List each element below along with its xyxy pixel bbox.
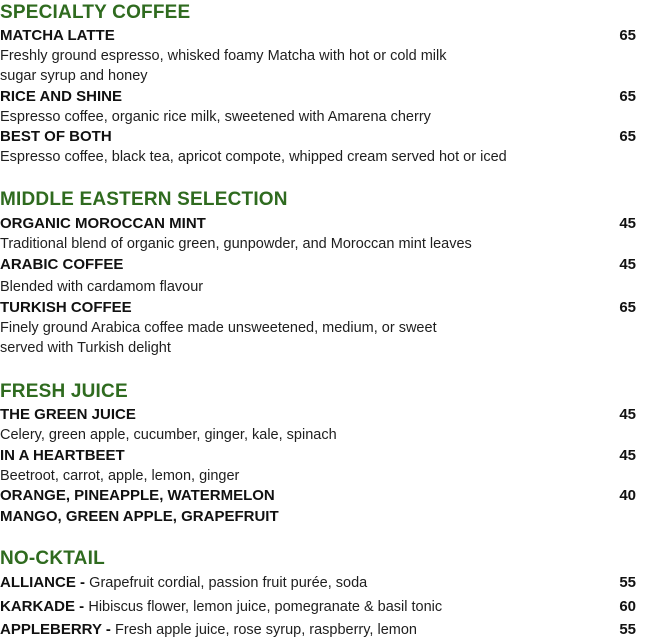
item-price-rice-and-shine: 65 bbox=[619, 88, 636, 105]
item-name-arabic-coffee: ARABIC COFFEE bbox=[0, 256, 124, 273]
section-title-middle-eastern: MIDDLE EASTERN SELECTION bbox=[0, 189, 288, 210]
item-name-appleberry: APPLEBERRY - bbox=[0, 621, 116, 638]
item-name-rice-and-shine: RICE AND SHINE bbox=[0, 88, 122, 105]
item-price-karkade: 60 bbox=[619, 598, 636, 615]
item-desc-turkish-coffee-line1: Finely ground Arabica coffee made unsweetened, medium, or sweet bbox=[0, 320, 437, 336]
item-name-turkish-coffee: TURKISH COFFEE bbox=[0, 299, 132, 316]
item-name-in-a-heartbeet: IN A HEARTBEET bbox=[0, 447, 125, 464]
item-desc-organic-moroccan-mint: Traditional blend of organic green, gunpowder, and Moroccan mint leaves bbox=[0, 236, 472, 252]
item-desc-appleberry: Fresh apple juice, rose syrup, raspberry, lemon bbox=[115, 622, 417, 638]
item-price-arabic-coffee: 45 bbox=[619, 256, 636, 273]
item-name-alliance: ALLIANCE - bbox=[0, 574, 90, 591]
item-price-turkish-coffee: 65 bbox=[619, 299, 636, 316]
item-name-orange-pineapple-watermelon: ORANGE, PINEAPPLE, WATERMELON bbox=[0, 487, 275, 504]
item-desc-rice-and-shine: Espresso coffee, organic rice milk, sweetened with Amarena cherry bbox=[0, 109, 431, 125]
item-desc-matcha-latte-line2: sugar syrup and honey bbox=[0, 68, 148, 84]
item-price-orange-pineapple-watermelon: 40 bbox=[619, 487, 636, 504]
item-row-appleberry bbox=[0, 621, 417, 638]
item-price-in-a-heartbeet: 45 bbox=[619, 447, 636, 464]
item-name-mango-green-apple-grapefruit: MANGO, GREEN APPLE, GRAPEFRUIT bbox=[0, 508, 279, 525]
item-price-organic-moroccan-mint: 45 bbox=[619, 215, 636, 232]
item-row-karkade bbox=[0, 598, 442, 615]
item-desc-the-green-juice: Celery, green apple, cucumber, ginger, kale, spinach bbox=[0, 427, 337, 443]
section-title-no-cktail: NO-CKTAIL bbox=[0, 548, 105, 569]
item-desc-best-of-both: Espresso coffee, black tea, apricot compote, whipped cream served hot or iced bbox=[0, 149, 507, 165]
item-desc-matcha-latte-line1: Freshly ground espresso, whisked foamy Matcha with hot or cold milk bbox=[0, 48, 447, 64]
item-desc-arabic-coffee: Blended with cardamom flavour bbox=[0, 279, 204, 295]
section-title-fresh-juice: FRESH JUICE bbox=[0, 381, 128, 402]
section-title-specialty-coffee: SPECIALTY COFFEE bbox=[0, 2, 191, 23]
item-price-best-of-both: 65 bbox=[619, 128, 636, 145]
item-row-alliance bbox=[0, 574, 367, 591]
item-name-organic-moroccan-mint: ORGANIC MOROCCAN MINT bbox=[0, 215, 206, 232]
item-desc-in-a-heartbeet: Beetroot, carrot, apple, lemon, ginger bbox=[0, 468, 240, 484]
item-price-matcha-latte: 65 bbox=[619, 27, 636, 44]
item-desc-karkade: Hibiscus flower, lemon juice, pomegranate & basil tonic bbox=[88, 599, 443, 615]
item-desc-alliance: Grapefruit cordial, passion fruit purée, soda bbox=[89, 575, 368, 591]
item-name-karkade: KARKADE - bbox=[0, 598, 89, 615]
item-desc-turkish-coffee-line2: served with Turkish delight bbox=[0, 340, 171, 356]
item-price-appleberry: 55 bbox=[619, 621, 636, 638]
item-name-matcha-latte: MATCHA LATTE bbox=[0, 27, 115, 44]
item-price-alliance: 55 bbox=[619, 574, 636, 591]
item-price-the-green-juice: 45 bbox=[619, 406, 636, 423]
item-name-best-of-both: BEST OF BOTH bbox=[0, 128, 112, 145]
item-name-the-green-juice: THE GREEN JUICE bbox=[0, 406, 136, 423]
